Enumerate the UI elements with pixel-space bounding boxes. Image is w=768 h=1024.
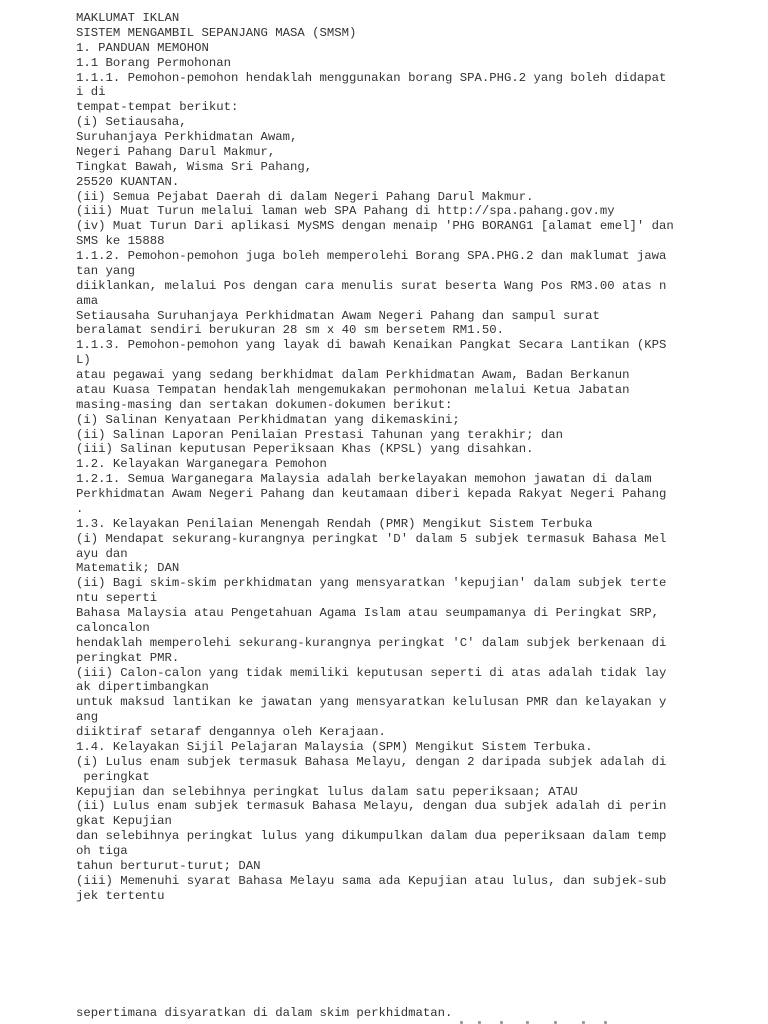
document-line: (i) Lulus enam subjek termasuk Bahasa Melayu, dengan 2 daripada subjek adalah di	[76, 754, 667, 769]
document-line: tan yang	[76, 263, 136, 278]
document-line: (i) Salinan Kenyataan Perkhidmatan yang dikemaskini;	[76, 412, 460, 427]
document-line: (iii) Muat Turun melalui laman web SPA Pahang di http://spa.pahang.gov.my	[76, 204, 615, 219]
document-line: tempat-tempat berikut:	[76, 100, 239, 115]
document-line: beralamat sendiri berukuran 28 sm x 40 sm bersetem RM1.50.	[76, 323, 505, 338]
document-line: Bahasa Malaysia atau Pengetahuan Agama Islam atau seumpamanya di Peringkat SRP,	[76, 606, 659, 620]
cropped-text-fragment	[460, 1019, 610, 1024]
document-line: Suruhanjaya Perkhidmatan Awam,	[76, 130, 298, 144]
document-line: caloncalon	[76, 620, 150, 635]
document-line: SMS ke 15888	[76, 234, 165, 249]
document-line: masing-masing dan sertakan dokumen-dokumen berikut:	[76, 397, 453, 412]
document-line: Kepujian dan selebihnya peringkat lulus dalam satu peperiksaan; ATAU	[76, 784, 578, 799]
document-line: 1. PANDUAN MEMOHON	[76, 40, 209, 55]
document-line: (ii) Semua Pejabat Daerah di dalam Negeri Pahang Darul Makmur.	[76, 189, 534, 204]
document-line: ang	[76, 710, 99, 725]
document-line: peringkat PMR.	[76, 650, 180, 665]
document-line: diiktiraf setaraf dengannya oleh Kerajaan.	[76, 725, 386, 739]
document-line: (i) Mendapat sekurang-kurangnya peringkat 'D' dalam 5 subjek termasuk Bahasa Mel	[76, 531, 667, 546]
document-line: diiklankan, melalui Pos dengan cara menulis surat beserta Wang Pos RM3.00 atas n	[76, 278, 667, 293]
document-line: 1.2. Kelayakan Warganegara Pemohon	[76, 457, 327, 472]
document-line: 1.1.3. Pemohon-pemohon yang layak di bawah Kenaikan Pangkat Secara Lantikan (KPS	[76, 338, 667, 353]
document-line: untuk maksud lantikan ke jawatan yang mensyaratkan kelulusan PMR dan kelayakan y	[76, 695, 667, 710]
document-line: .	[76, 501, 84, 516]
document-line: (i) Setiausaha,	[76, 115, 187, 130]
document-line: ak dipertimbangkan	[76, 680, 209, 695]
document-line: SISTEM MENGAMBIL SEPANJANG MASA (SMSM)	[76, 25, 357, 40]
document-line: (ii) Lulus enam subjek termasuk Bahasa Melayu, dengan dua subjek adalah di perin	[76, 799, 667, 814]
document-line: peringkat	[76, 769, 150, 784]
document-line: i di	[76, 85, 106, 100]
document-line: oh tiga	[76, 844, 128, 858]
document-line: jek tertentu	[76, 888, 165, 903]
document-line: Setiausaha Suruhanjaya Perkhidmatan Awam Negeri Pahang dan sampul surat	[76, 308, 600, 323]
document-line: ama	[76, 293, 99, 308]
document-line: dan selebihnya peringkat lulus yang dikumpulkan dalam dua peperiksaan dalam temp	[76, 829, 667, 844]
document-line: ntu seperti	[76, 591, 158, 606]
document-line: atau pegawai yang sedang berkhidmat dalam Perkhidmatan Awam, Badan Berkanun	[76, 368, 630, 382]
document-line: Tingkat Bawah, Wisma Sri Pahang,	[76, 159, 313, 174]
document-line: 1.2.1. Semua Warganegara Malaysia adalah berkelayakan memohon jawatan di dalam	[76, 472, 652, 487]
document-line: hendaklah memperolehi sekurang-kurangnya peringkat 'C' dalam subjek berkenaan di	[76, 635, 667, 650]
document-line: (iv) Muat Turun Dari aplikasi MySMS dengan menaip 'PHG BORANG1 [alamat emel]' dan	[76, 219, 674, 234]
document-body	[76, 11, 684, 904]
document-line: L)	[76, 353, 91, 368]
document-line: tahun berturut-turut; DAN	[76, 858, 261, 873]
document-line: ayu dan	[76, 546, 128, 561]
document-line: 1.1 Borang Permohonan	[76, 55, 231, 70]
document-line: (iii) Memenuhi syarat Bahasa Melayu sama ada Kepujian atau lulus, dan subjek-sub	[76, 873, 667, 888]
document-line: 1.1.2. Pemohon-pemohon juga boleh memperolehi Borang SPA.PHG.2 dan maklumat jawa	[76, 249, 667, 263]
document-line: (ii) Salinan Laporan Penilaian Prestasi Tahunan yang terakhir; dan	[76, 427, 564, 442]
document-line: 1.1.1. Pemohon-pemohon hendaklah menggunakan borang SPA.PHG.2 yang boleh didapat	[76, 70, 667, 85]
document-line: MAKLUMAT IKLAN	[76, 11, 180, 25]
document-line: Negeri Pahang Darul Makmur,	[76, 144, 276, 159]
document-line: (iii) Calon-calon yang tidak memiliki keputusan seperti di atas adalah tidak lay	[76, 665, 667, 680]
document-line: Perkhidmatan Awam Negeri Pahang dan keutamaan diberi kepada Rakyat Negeri Pahang	[76, 487, 667, 501]
document-line: Matematik; DAN	[76, 561, 180, 576]
document-line: 1.3. Kelayakan Penilaian Menengah Rendah (PMR) Mengikut Sistem Terbuka	[76, 516, 593, 531]
document-footer-line: sepertimana disyaratkan di dalam skim perkhidmatan.	[76, 1006, 453, 1020]
document-line: gkat Kepujian	[76, 814, 172, 829]
document-line: (ii) Bagi skim-skim perkhidmatan yang mensyaratkan 'kepujian' dalam subjek terte	[76, 576, 667, 591]
document-line: (iii) Salinan keputusan Peperiksaan Khas (KPSL) yang disahkan.	[76, 442, 534, 457]
document-line: atau Kuasa Tempatan hendaklah mengemukakan permohonan melalui Ketua Jabatan	[76, 382, 630, 397]
document-line: 25520 KUANTAN.	[76, 174, 180, 189]
document-line: 1.4. Kelayakan Sijil Pelajaran Malaysia (SPM) Mengikut Sistem Terbuka.	[76, 739, 593, 754]
